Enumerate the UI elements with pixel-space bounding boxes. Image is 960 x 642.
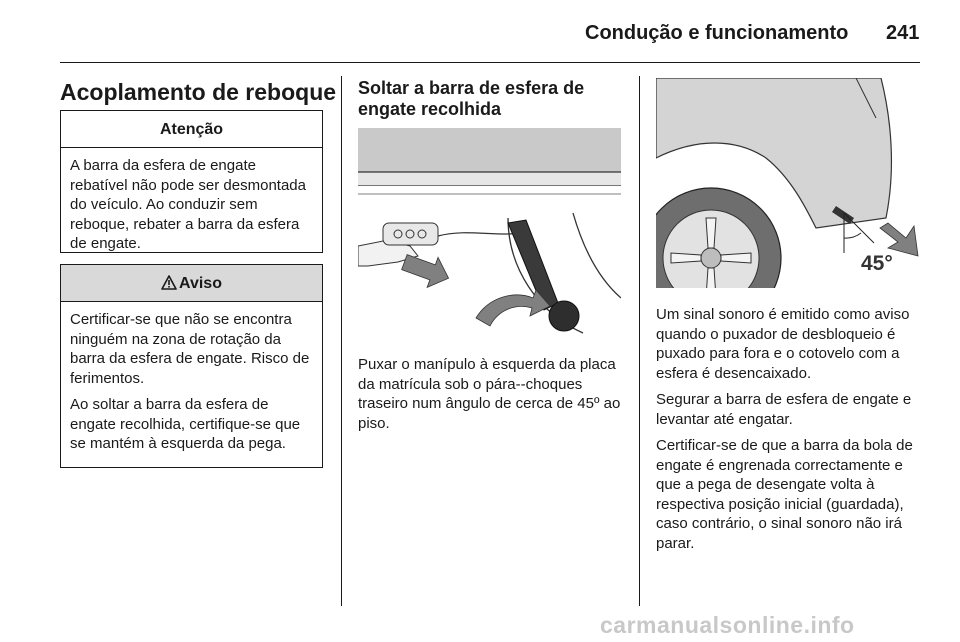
release-handle-illustration (358, 128, 621, 340)
column-divider-2 (639, 76, 640, 606)
warning-paragraph-1: Certificar-se que não se encontra ninguém na zona de rotação da barra da esfera de engate. Risco de ferimentos. (70, 311, 310, 387)
middle-caption: Puxar o manípulo à esquerda da placa da matrícula sob o pára--choques traseiro num ângulo de cerca de 45º ao piso. (358, 356, 621, 432)
watermark: carmanualsonline.info (600, 612, 855, 638)
warning-header (61, 265, 322, 302)
running-header-title: Condução e funcionamento (585, 22, 849, 44)
warning-box (60, 264, 323, 468)
warning-triangle-icon (161, 267, 177, 304)
column-divider-1 (341, 76, 342, 606)
attention-heading: Atenção (61, 111, 322, 148)
warning-paragraph-2: Ao soltar a barra da esfera de engate recolhida, certifique-se que se mantém à esquerda da pega. (70, 396, 301, 452)
right-paragraph-3: Certificar-se de que a barra da bola de engate é engrenada correctamente e que a pega de desengate volta à respectiva posição inicial (guardada), caso contrário, o sinal sonoro não irá parar. (656, 437, 913, 552)
right-paragraph-2: Segurar a barra de esfera de engate e levantar até engatar. (656, 391, 912, 428)
page-number: 241 (886, 22, 920, 44)
attention-text: A barra da esfera de engate rebatível não pode ser desmontada do veículo. Ao conduzir sem reboque, rebater a barra da esfera de engate. (70, 157, 306, 252)
angle-label: 45° (861, 252, 893, 275)
header-rule (60, 62, 920, 63)
warning-heading: Aviso (179, 275, 222, 292)
section-title: Acoplamento de reboque (60, 79, 337, 105)
attention-box (60, 110, 323, 253)
subsection-title: Soltar a barra de esfera de engate recolhida (358, 78, 585, 119)
towbar-angle-illustration (656, 78, 920, 288)
right-paragraph-1: Um sinal sonoro é emitido como aviso quando o puxador de desbloqueio é puxado para fora e o cotovelo com a esfera é desencaixado. (656, 306, 910, 382)
